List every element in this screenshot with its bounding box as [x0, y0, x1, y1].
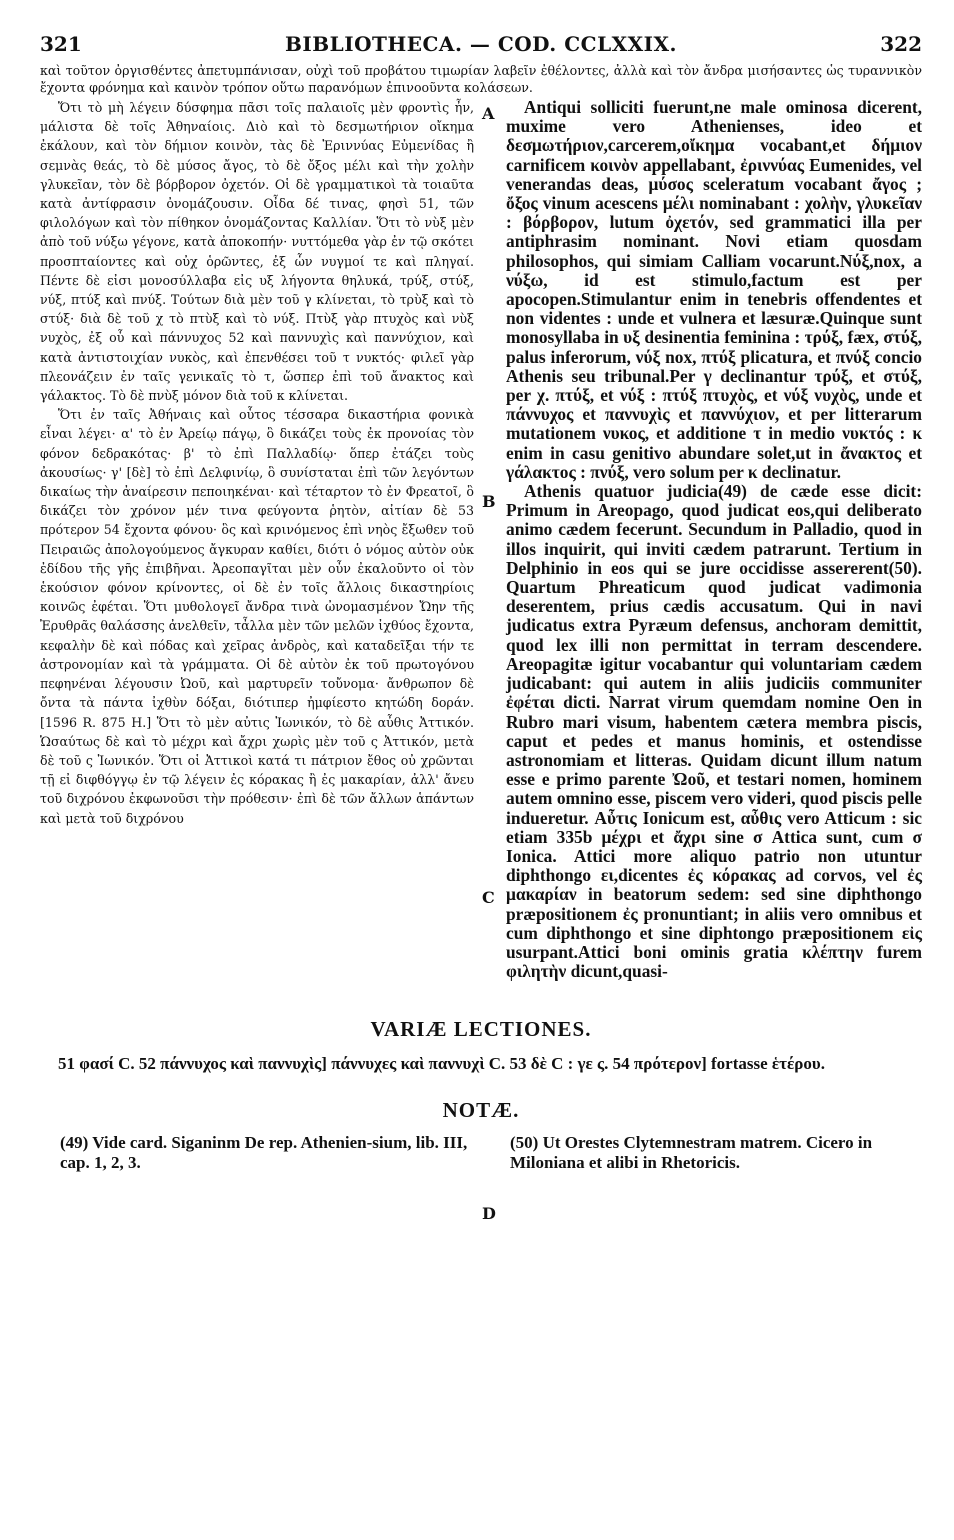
note-50: (50) Ut Orestes Clytemnestram matrem. Cicero in Miloniana et alibi in Rhetoricis.	[510, 1133, 873, 1173]
latin-paragraph-2: Athenis quatuor judicia(49) de cæde esse dicit: Primum in Areopago, quod judicat eos,qui deliberato animo cædem fecerunt. Secundum in Palladio, quod in illos inquirit, qui inviti cædem patrarunt. Tertium in Delphinio in eos qui se jure occidisse assererent(50). Quartum Phreaticum quod judicat vadimonia deserentem, prius cædis accusatum. Qui in navi judicatus extra Pyræum defensus, anchoram demittit, quod lex illi non permittat in terram descendere. Areopagitæ igitur vocabantur qui voluntariam cædem judicabant: qui autem in aliis judiciis communiter ἐφέται dicti. Narrat virum quemdam nomine Oen in Rubro mari visum, habentem cætera membra piscis, caput et pedes et manus hominis, et ostendisse astronomiam et litteras. Quidam dicunt illum natum esse e primo parente Ὠοῦ, et testari nomen, hominem autem omnino esse, piscem vero videri, quod piscis pelle indueretur. Αὖτις Ionicum est, αὖθις vero Atticum : sic etiam 335b μέχρι et ἄχρι sine σ Attica sunt, cum σ Ionica. Attici more aliquo patrio non utuntur diphthongo ει,dicentes ἐς κόρακας ad corvos, vel ἐς μακαρίαν in beatorum sedem: sed sine diphthongo præpositionem ἐς pronuntiant; in aliis vero omnibus et cum diphthongo et sine diphtongo præpositionem εἰς usurpant.Attici boni ominis gratia κλέπτην furem φιλητὴν dicunt,quasi-	[506, 481, 922, 982]
greek-column	[40, 98, 480, 981]
notae	[40, 1133, 922, 1173]
greek-paragraph-2: Ὅτι ἐν ταῖς Ἀθήναις καὶ οὗτος τέσσαρα δικαστήρια φονικὰ εἶναι λέγει· α' τὸ ἐν Ἀρείῳ πάγῳ, ὃ δικάζει τοὺς ἐκ προνοίας τὸν φόνον δεδρακότας· β' τὸ ἐπὶ Παλλαδίῳ· ὅπερ ἐτάζει τοὺς ἀκουσίως· γ' [δὲ] τὸ ἐπὶ Δελφινίῳ, ὃ συνίσταται ἐπὶ τῶν λεγόντων δικαίως τὴν ἀναίρεσιν πεποιηκέναι· καὶ τέταρτον τὸ ἐν Φρεατοῖ, ὃ δικάζει τὸν χρόνον μέν τινα φεύγοντα ῥητὸν, αἰτίαν δὲ 53 πρότερον 54 ἔχοντα φόνου· ὃς καὶ κρινόμενος ἐπὶ νηὸς ἔξωθεν τοῦ Πειραιῶς ἀπολογούμενος ἄγκυραν καθίει, διότι ὁ νόμος αὐτὸν οὐκ ἐδίδου τῆς γῆς ἐπιβῆναι. Ἀρεοπαγῖται μὲν οὖν ἐκαλοῦντο οἱ τὸν ἑκούσιον φόνον κρίνοντες, οἱ δὲ ἐν τοῖς ἄλλοις δικαστηρίοις κοινῶς ἐφέται. Ὅτι μυθολογεῖ ἄνδρα τινὰ ὠνομασμένον Ὤην τῆς Ἐρυθρᾶς θαλάσσης ἀνελθεῖν, τἆλλα μὲν τῶν μελῶν ἰχθύος ἔχοντα, κεφαλὴν δὲ καὶ πόδας καὶ χεῖρας ἀνδρὸς, καὶ καταδεῖξαι τήν τε ἀστρονομίαν καὶ τὰ γράμματα. Οἱ δὲ αὐτὸν ἐκ τοῦ πρωτογόνου πεφηνέναι λέγουσιν Ὠοῦ, καὶ μαρτυρεῖν τοὔνομα· ἄνθρωπον δὲ ὄντα τὰ πάντα ἰχθὺν δόξαι, διότιπερ ἠμφίεστο κητώδη δοράν. [1596 R. 875 H.] Ὅτι τὸ μὲν αὐτις Ἰωνικόν, τὸ δὲ αὖθις Ἀττικόν. Ὡσαύτως δὲ καὶ τὸ μέχρι καὶ ἄχρι χωρὶς μὲν τοῦ ς Ἀττικόν, μετὰ δὲ τοῦ ς Ἰωνικόν. Ὅτι οἱ Ἀττικοὶ κατά τι πάτριον ἔθος οὐ χρῶνται τῇ εἰ διφθόγγῳ ἐν τῷ λέγειν ἐς κόρακας ἢ ἐς μακαρίαν, ἀλλ' ἄνευ τοῦ διχρόνου ἐκφωνοῦσι τὴν πρόθεσιν· ἐπὶ δὲ τῶν ἄλλων ἁπάντων καὶ μετὰ τοῦ διχρόνου	[40, 407, 474, 826]
note-49: (49) Vide card. Siganinm De rep. Athenien-sium, lib. III, cap. 1, 2, 3.	[60, 1133, 468, 1173]
section-marker-a: A	[482, 104, 495, 123]
variae-lectiones	[40, 1052, 922, 1076]
running-title: BIBLIOTHECA. — COD. CCLXXIX.	[284, 32, 678, 56]
section-marker-d: D	[482, 1204, 496, 1223]
intro-paragraph: καὶ τοῦτον ὀργισθέντες ἀπετυμπάνισαν, οὐχὶ τοῦ προβάτου τιμωρίαν λαβεῖν ἐθέλοντες, ἀλλὰ καὶ τὸν ἄνδρα μισήσαντες ὡς τυραννικὸν ἔχοντα φρόνημα καὶ καινὸν τρόπον οὕτω παρανόμων ἐπινοοῦντα κολάσεων.	[40, 63, 922, 95]
section-marker-column	[480, 98, 502, 1223]
notae-heading: NOTÆ.	[442, 1098, 520, 1123]
latin-paragraph-1: Antiqui solliciti fuerunt,ne male ominosa dicerent, muxime vero Athenienses, ideo et δεσμωτήριον,carcerem,οἴκημα vocabant,et δήμιον carnificem κοινὸν appellabant, ἐριννύας Eumenides, vel venerandas deas, μύσος sceleratum vocabant ἄγος ; ὄξος vinum acescens μέλι nominabant : χολὴν, γλυκεῖαν : βόρβορον, lutum ὀχετόν, sed grammatici illa per antiphrasim nominant. Novi etiam quosdam philosophos, qui simiam Calliam vocarunt.Νύξ,nox, a νύξω, id est stimulo,factum est per apocopen.Stimulantur enim in tenebris offendentes et non videntes : unde et vulnera et læsuræ.Quinque sunt monosyllaba in υξ desinentia feminina : τρύξ, fæx, στύξ, palus inferorum, νύξ nox, πτύξ plicatura, et πνύξ concio Athenis seu tribunal.Per γ declinantur τρύξ, et στύξ, per χ. πτύξ, et νύξ : πτύξ πτυχὸς, et νύξ νυχὸς, unde et πάννυχος et παννυχὶς et παννύχιον, et per litterarum mutationem νυκος, et additione τ in medio νυκτός : κ enim in casu genitivo abundare solet,ut in ἄνακτος et γάλακτος : πνύξ, vero solum per κ declinatur.	[506, 97, 922, 482]
section-marker-c: C	[482, 888, 495, 907]
variae-text: 51 φασί C. 52 πάννυχος καὶ παννυχὶς] πάννυχες καὶ παννυχὶ C. 53 δὲ C : γε ς. 54 πρότερον] fortasse ἑτέρου.	[58, 1054, 825, 1074]
page-number-left: 321	[40, 32, 82, 56]
greek-paragraph-1: Ὅτι τὸ μὴ λέγειν δύσφημα πᾶσι τοῖς παλαιοῖς μὲν φροντὶς ἦν, μάλιστα δὲ τοῖς Ἀθηναίοις. Διὸ καὶ τὸ δεσμωτήριον οἴκημα ἐκάλουν, καὶ τὸν δήμιον κοινὸν, τὰς δὲ Ἐριννύας Εὐμενίδας ἢ σεμνὰς θεάς, τὸ δὲ μύσος ἄγος, τὸ δὲ ὄξος μέλι καὶ τὴν χολὴν γλυκεῖαν, τὸν δὲ βόρβορον ὀχετόν. Οἱ δὲ γραμματικοὶ τὰ τοιαῦτα κατὰ ἀντίφρασιν ὀνομάζουσιν. Οἶδα δέ τινας, φησὶ 51, τῶν φιλολόγων καὶ τὸν πίθηκον ὀνομάζοντας Καλλίαν. Ὅτι τὸ νὺξ μὲν ἀπὸ τοῦ νύξω γέγονε, κατὰ ἀποκοπήν· νυττόμεθα γὰρ ἐν τῷ σκότει προσπταίοντες καὶ οὐχ ὁρῶντες, ἐξ ὧν νυγμοί τε καὶ πληγαί. Πέντε δὲ εἰσι μονοσύλλαβα εἰς υξ λήγοντα θηλυκά, τρύξ, στύξ, νύξ, πτύξ καὶ πνύξ. Τούτων διὰ μὲν τοῦ γ κλίνεται, τὸ τρὺξ καὶ τὸ στύξ· διὰ δὲ τοῦ χ τὸ πτὺξ καὶ τὸ νύξ. Πτὺξ γὰρ πτυχὸς καὶ νὺξ νυχὸς, ἐξ οὗ καὶ πάννυχος 52 καὶ παννυχὶς καὶ παννύχιον, καὶ κατὰ ἀντιστοιχίαν νυκὸς, καὶ ἐπενθέσει τοῦ τ νυκτός· φιλεῖ γὰρ πλεονάζειν ἐν ταῖς γενικαῖς τὸ τ, ὥσπερ ἐπὶ τοῦ ἄνακτος καὶ γάλακτος. Τὸ δὲ πνὺξ μόνον διὰ τοῦ κ κλίνεται.	[40, 100, 474, 404]
page-header	[40, 28, 922, 62]
latin-column	[502, 98, 922, 981]
page-number-right: 322	[880, 32, 922, 56]
section-marker-b: B	[482, 492, 496, 511]
intro-paragraph-block	[40, 62, 922, 96]
variae-lectiones-heading: VARIÆ LECTIONES.	[370, 1017, 592, 1042]
